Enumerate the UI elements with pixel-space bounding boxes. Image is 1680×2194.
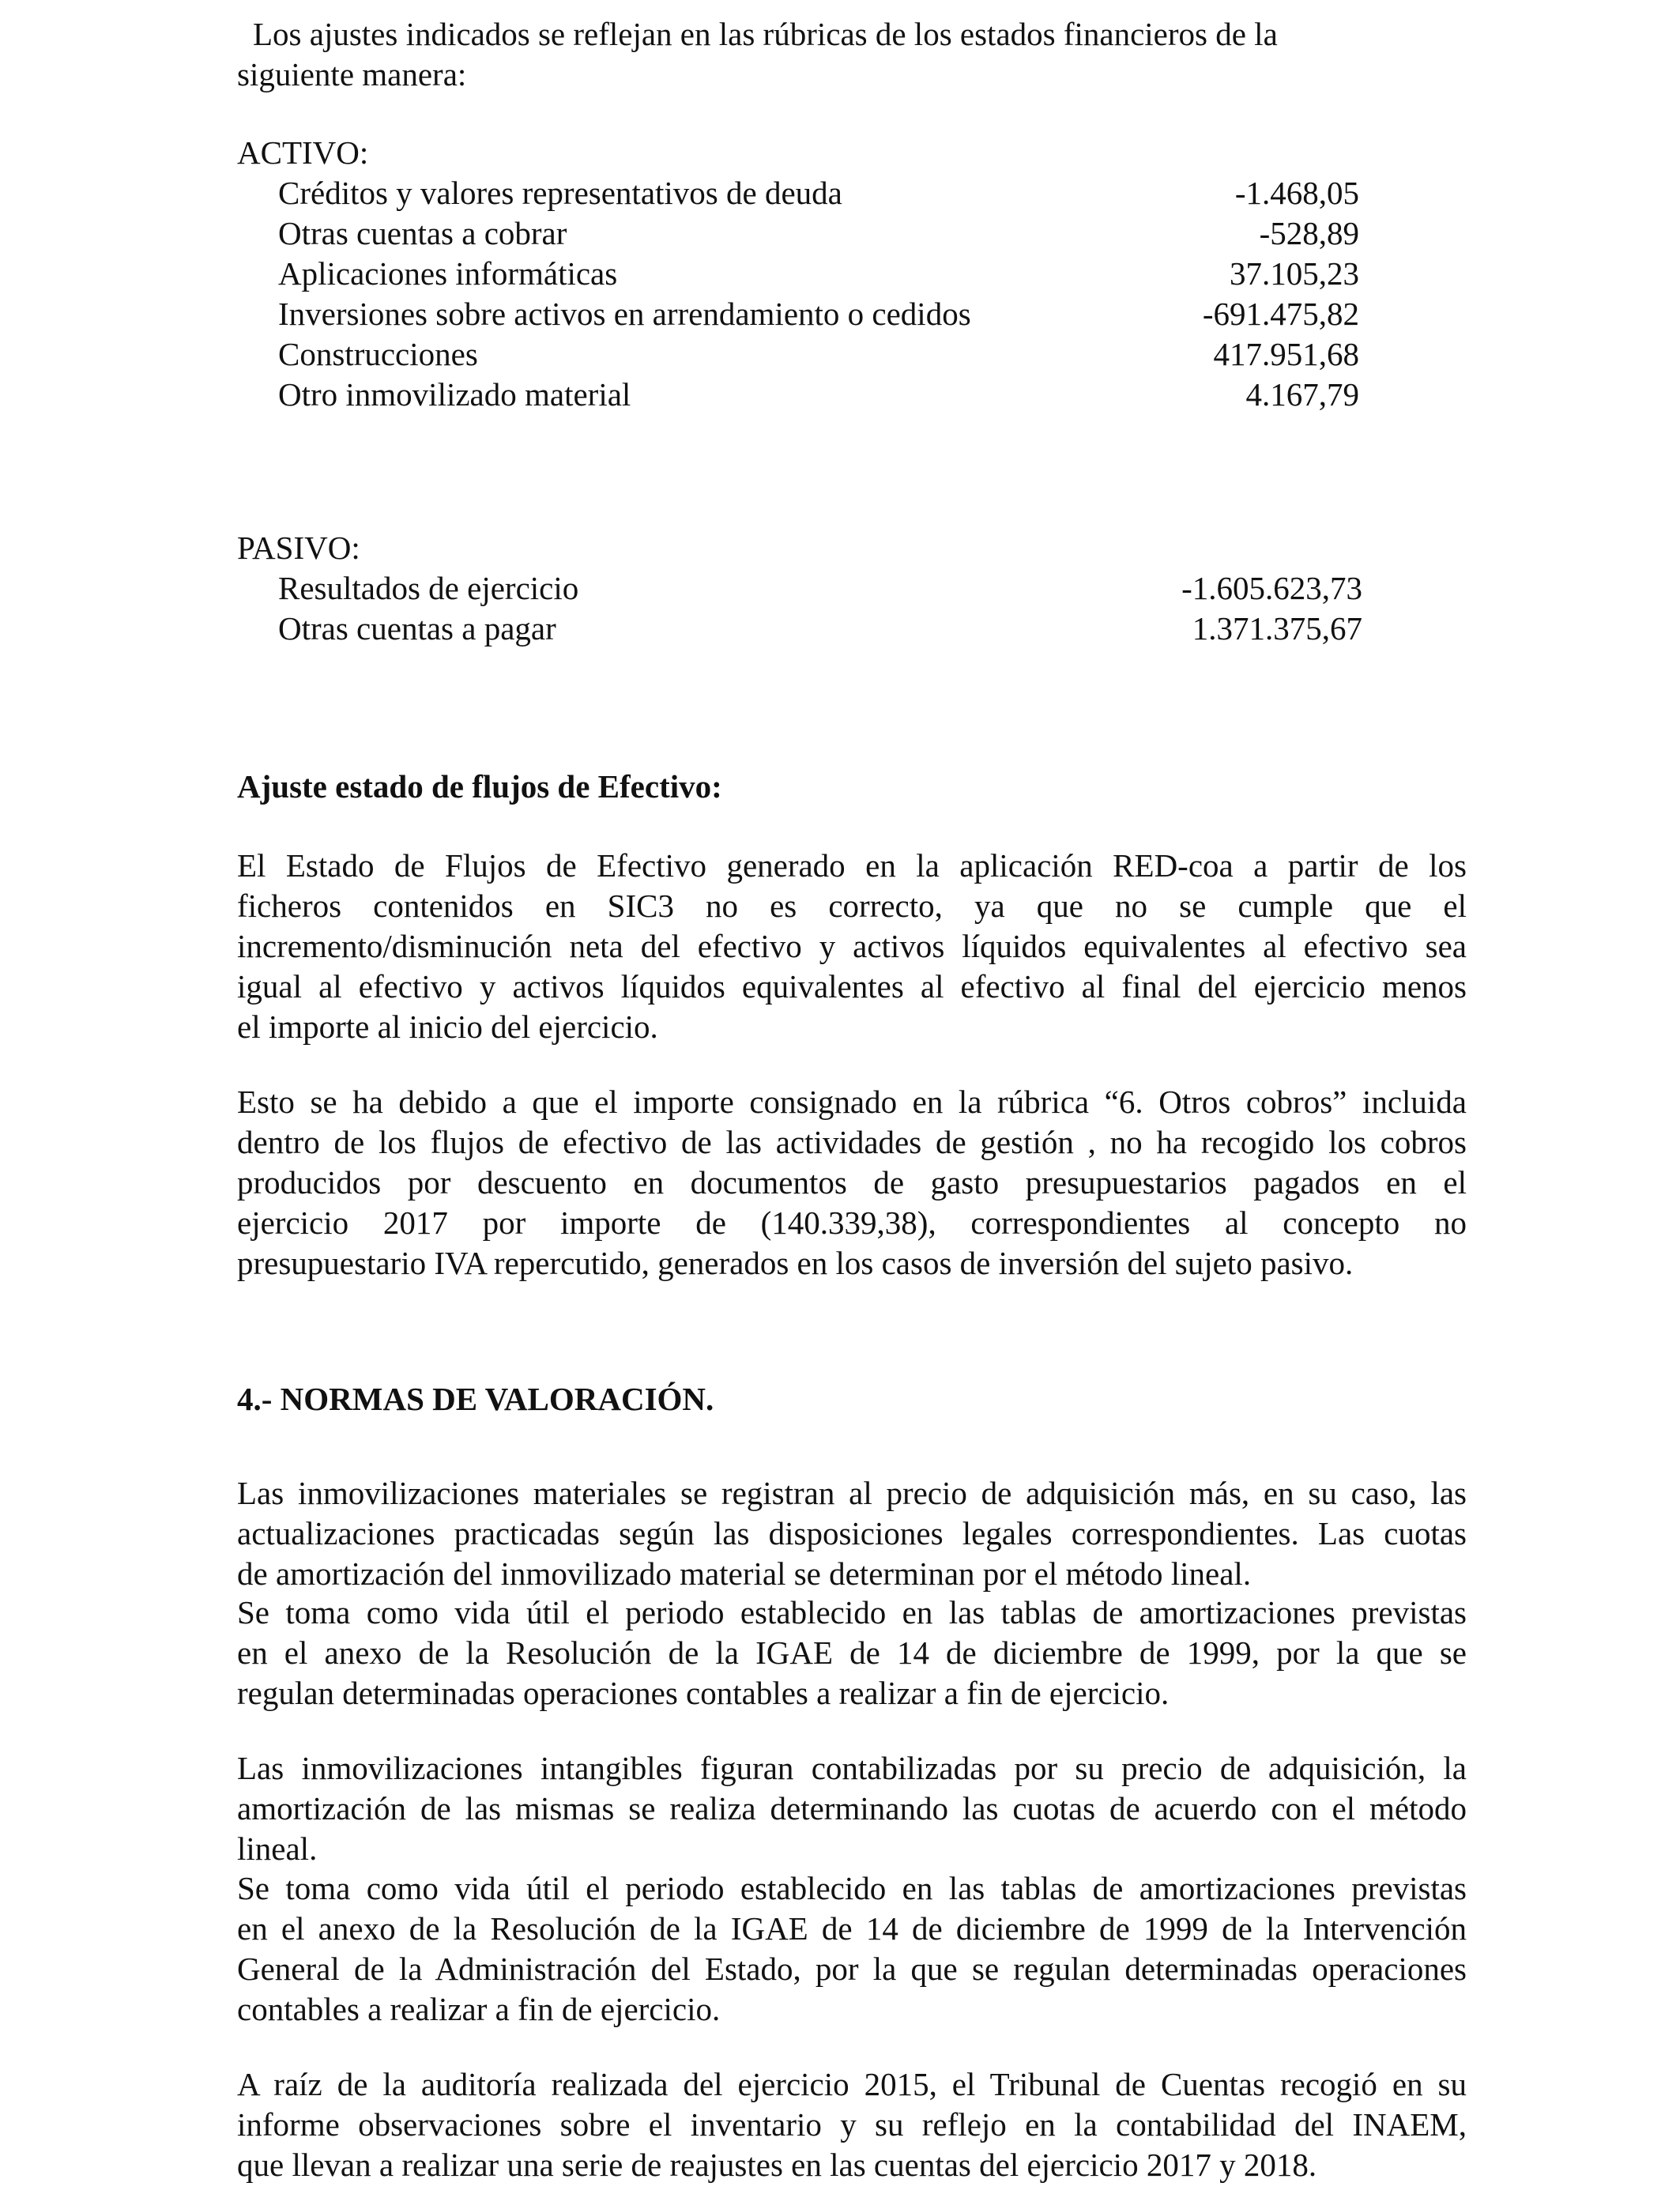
- text-line: dentro de los flujos de efectivo de las actividades de gestión , no ha recogido los cobros: [237, 1124, 1467, 1160]
- text-line: ficheros contenidos en SIC3 no es correcto, ya que no se cumple que el: [237, 888, 1467, 924]
- text-line: incremento/disminución neta del efectivo y activos líquidos equivalentes al efectivo sea: [237, 928, 1467, 964]
- text-line: producidos por descuento en documentos de gasto presupuestarios pagados en el: [237, 1164, 1467, 1201]
- text-line: igual al efectivo y activos líquidos equivalentes al efectivo al final del ejercicio menos: [237, 968, 1467, 1005]
- pasivo-value: -1.605.623,73: [1181, 570, 1362, 606]
- text-line: actualizaciones practicadas según las disposiciones legales correspondientes. Las cuotas: [237, 1515, 1467, 1551]
- flujos-heading: Ajuste estado de flujos de Efectivo:: [237, 768, 722, 805]
- text-line: lineal.: [237, 1830, 318, 1867]
- text-line: regulan determinadas operaciones contables a realizar a fin de ejercicio.: [237, 1675, 1170, 1711]
- text-line: el importe al inicio del ejercicio.: [237, 1008, 658, 1045]
- activo-label: Aplicaciones informáticas: [278, 255, 618, 292]
- flujos-paragraph-1: [237, 846, 1467, 1047]
- text-line: El Estado de Flujos de Efectivo generado en la aplicación RED-coa a partir de los: [237, 847, 1467, 884]
- activo-row: [278, 213, 1384, 254]
- normas-heading: 4.- NORMAS DE VALORACIÓN.: [237, 1381, 714, 1417]
- normas-paragraph-2: [237, 1593, 1467, 1713]
- intro-line: siguiente manera:: [237, 56, 467, 92]
- flujos-paragraph-2: [237, 1082, 1467, 1284]
- text-line: A raíz de la auditoría realizada del ejercicio 2015, el Tribunal de Cuentas recogió en su: [237, 2066, 1467, 2102]
- activo-row: [278, 294, 1384, 334]
- activo-list: [278, 173, 1384, 415]
- text-line: Se toma como vida útil el periodo establecido en las tablas de amortizaciones previstas: [237, 1870, 1467, 1906]
- activo-label: Créditos y valores representativos de deuda: [278, 175, 842, 211]
- activo-row: [278, 173, 1384, 213]
- text-line: de amortización del inmovilizado material se determinan por el método lineal.: [237, 1555, 1252, 1592]
- text-line: Esto se ha debido a que el importe consignado en la rúbrica “6. Otros cobros” incluida: [237, 1084, 1467, 1120]
- activo-value: -528,89: [1259, 215, 1359, 251]
- text-line: que llevan a realizar una serie de reajustes en las cuentas del ejercicio 2017 y 2018.: [237, 2147, 1317, 2183]
- text-line: en el anexo de la Resolución de la IGAE de 14 de diciembre de 1999, por la que se: [237, 1634, 1467, 1671]
- text-line: amortización de las mismas se realiza determinando las cuotas de acuerdo con el método: [237, 1790, 1467, 1826]
- text-line: Se toma como vida útil el periodo establecido en las tablas de amortizaciones previstas: [237, 1594, 1467, 1630]
- intro-paragraph: [237, 14, 1470, 95]
- text-line: General de la Administración del Estado, por la que se regulan determinadas operaciones: [237, 1951, 1467, 1987]
- normas-paragraph-4: [237, 1868, 1467, 2030]
- text-line: ejercicio 2017 por importe de (140.339,38), correspondientes al concepto no: [237, 1204, 1467, 1241]
- activo-row: [278, 334, 1384, 375]
- activo-label: Otro inmovilizado material: [278, 376, 631, 413]
- activo-value: 4.167,79: [1245, 376, 1359, 413]
- normas-paragraph-1: [237, 1473, 1467, 1594]
- activo-row: [278, 254, 1384, 294]
- pasivo-row: [278, 568, 1384, 609]
- pasivo-label: Resultados de ejercicio: [278, 570, 579, 606]
- activo-row: [278, 375, 1384, 415]
- pasivo-list: [278, 568, 1384, 649]
- normas-paragraph-3: [237, 1748, 1467, 1869]
- activo-label: Construcciones: [278, 336, 478, 372]
- text-line: contables a realizar a fin de ejercicio.: [237, 1991, 721, 2027]
- activo-label: Inversiones sobre activos en arrendamiento o cedidos: [278, 296, 971, 332]
- text-line: Las inmovilizaciones materiales se registran al precio de adquisición más, en su caso, las: [237, 1475, 1467, 1511]
- text-line: informe observaciones sobre el inventario y su reflejo en la contabilidad del INAEM,: [237, 2106, 1467, 2143]
- activo-value: -691.475,82: [1202, 296, 1359, 332]
- pasivo-title: PASIVO:: [237, 530, 360, 566]
- activo-value: 37.105,23: [1230, 255, 1359, 292]
- text-line: Las inmovilizaciones intangibles figuran contabilizadas por su precio de adquisición, la: [237, 1750, 1467, 1786]
- normas-paragraph-5: [237, 2064, 1467, 2185]
- activo-value: -1.468,05: [1234, 175, 1359, 211]
- activo-title: ACTIVO:: [237, 134, 369, 171]
- intro-line: Los ajustes indicados se reflejan en las rúbricas de los estados financieros de la: [253, 16, 1278, 52]
- activo-value: 417.951,68: [1213, 336, 1359, 372]
- activo-label: Otras cuentas a cobrar: [278, 215, 567, 251]
- text-line: presupuestario IVA repercutido, generados en los casos de inversión del sujeto pasivo.: [237, 1245, 1354, 1281]
- pasivo-row: [278, 609, 1384, 649]
- pasivo-value: 1.371.375,67: [1192, 610, 1362, 647]
- text-line: en el anexo de la Resolución de la IGAE de 14 de diciembre de 1999 de la Intervención: [237, 1910, 1467, 1947]
- pasivo-label: Otras cuentas a pagar: [278, 610, 556, 647]
